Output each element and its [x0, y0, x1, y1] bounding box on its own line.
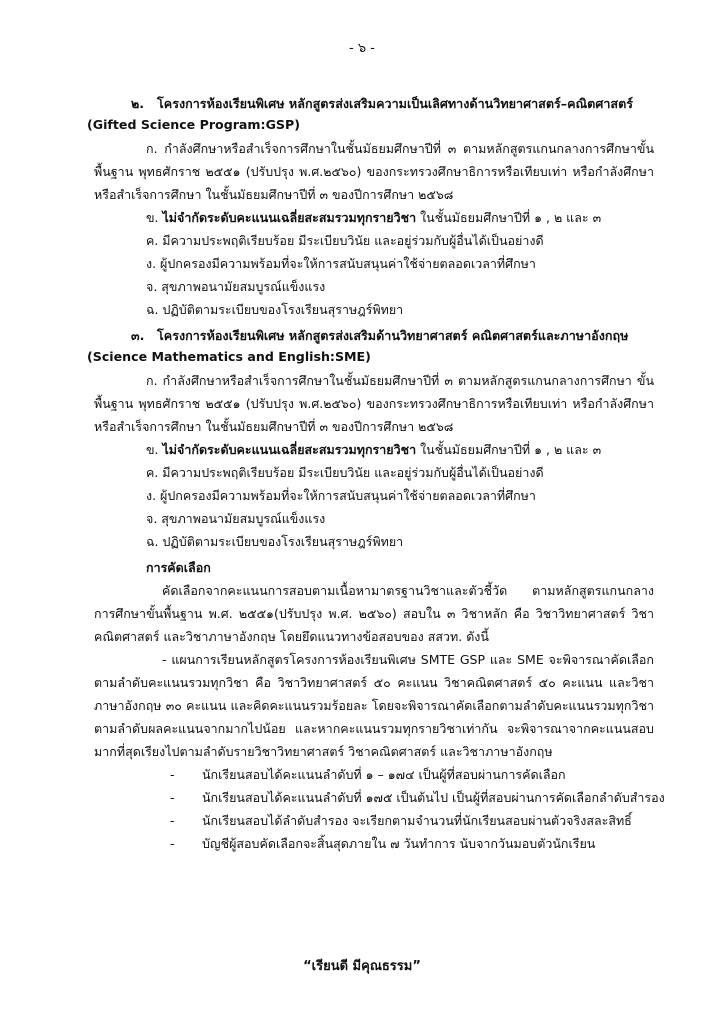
requirement-c: ค. มีความประพฤติเรียบร้อย มีระเบียบวินัย และอยู่ร่วมกับผู้อื่นได้เป็นอย่างดี	[146, 233, 544, 248]
section-number: ๓.	[131, 328, 145, 343]
requirement-a: ก. กำลังศึกษาหรือสำเร็จการศึกษาในชั้นมัธยมศึกษาปีที่ ๓ ตามหลักสูตรแกนกลางการศึกษาขั้นพื้นฐาน พุทธศักราช ๒๕๕๑ (ปรับปรุง พ.ศ.๒๕๖๐) ของกระทรวงศึกษาธิการหรือเทียบเท่า หรือกำลังศึกษาหรือสำเร็จการศึกษา ในชั้นมัธยมศึกษาปีที่ ๓ ของปีการศึกษา ๒๕๖๘	[94, 141, 654, 202]
requirement-c: ค. มีความประพฤติเรียบร้อย มีระเบียบวินัย และอยู่ร่วมกับผู้อื่นได้เป็นอย่างดี	[146, 465, 544, 480]
section-number: ๒.	[131, 96, 145, 111]
list-item: - นักเรียนสอบได้คะแนนลำดับที่ ๑๗๕ เป็นต้นไป เป็นผู้ที่สอบผ่านการคัดเลือกลำดับสำรอง	[170, 790, 665, 805]
requirement-b: ข. ไม่จำกัดระดับคะแนนเฉลี่ยสะสมรวมทุกรายวิชา ในชั้นมัธยมศึกษาปีที่ ๑ , ๒ และ ๓	[146, 210, 602, 225]
requirement-f: ฉ. ปฏิบัติตามระเบียบของโรงเรียนสุราษฎร์พิทยา	[146, 302, 404, 317]
selection-bullets	[94, 763, 665, 855]
selection-plan: - แผนการเรียนหลักสูตรโครงการห้องเรียนพิเศษ SMTE GSP และ SME จะพิจารณาคัดเลือกตามลำดับคะแนนรวมทุกวิชา คือ วิชาวิทยาศาสตร์ ๕๐ คะแนน วิชาคณิตศาสตร์ ๕๐ คะแนน และวิชาภาษาอังกฤษ ๓๐ คะแนน และคิดคะแนนรวมร้อยละ โดยจะพิจารณาคัดเลือกตามลำดับคะแนนรวมทุกวิชาตามลำดับผลคะแนนจากมากไปน้อย และหากคะแนนรวมทุกรายวิชาเท่ากัน จะพิจารณาจากคะแนนสอบมากที่สุดเรียงไปตามลำดับรายวิชาวิทยาศาสตร์ วิชาคณิตศาสตร์ และวิชาภาษาอังกฤษ	[94, 652, 654, 759]
section-english-title: (Gifted Science Program:GSP)	[87, 117, 300, 132]
list-item: - นักเรียนสอบได้คะแนนลำดับที่ ๑ – ๑๗๔ เป็นผู้ที่สอบผ่านการคัดเลือก	[170, 767, 566, 782]
page-number: - ๖ -	[349, 41, 375, 56]
section-sme-heading	[94, 327, 654, 346]
list-item: - นักเรียนสอบได้ลำดับสำรอง จะเรียกตามจำนวนที่นักเรียนสอบผ่านตัวจริงสละสิทธิ์	[170, 813, 632, 828]
section-english-title: (Science Mathematics and English:SME)	[87, 349, 371, 364]
footer-motto: “เรียนดี มีคุณธรรม”	[303, 959, 421, 974]
requirement-e: จ. สุขภาพอนามัยสมบูรณ์แข็งแรง	[146, 511, 326, 526]
requirement-b: ข. ไม่จำกัดระดับคะแนนเฉลี่ยสะสมรวมทุกรายวิชา ในชั้นมัธยมศึกษาปีที่ ๑ , ๒ และ ๓	[146, 442, 602, 457]
section-gsp	[87, 95, 654, 321]
requirement-a: ก. กำลังศึกษาหรือสำเร็จการศึกษาในชั้นมัธยมศึกษาปีที่ ๓ ตามหลักสูตรแกนกลางการศึกษา ขั้นพื้นฐาน พุทธศักราช ๒๕๕๑ (ปรับปรุง พ.ศ.๒๕๖๐) ของกระทรวงศึกษาธิการหรือเทียบเท่า หรือกำลังศึกษาหรือสำเร็จการศึกษา ในชั้นมัธยมศึกษาปีที่ ๓ ของปีการศึกษา ๒๕๖๘	[94, 373, 654, 434]
section-sme	[87, 327, 654, 553]
selection-section	[94, 557, 665, 855]
requirement-f: ฉ. ปฏิบัติตามระเบียบของโรงเรียนสุราษฎร์พิทยา	[146, 534, 404, 549]
selection-intro: คัดเลือกจากคะแนนการสอบตามเนื้อหามาตรฐานวิชาและตัวชี้วัด ตามหลักสูตรแกนกลางการศึกษาขั้นพื้นฐาน พ.ศ. ๒๕๕๑(ปรับปรุง พ.ศ. ๒๕๖๐) สอบใน ๓ วิชาหลัก คือ วิชาวิทยาศาสตร์ วิชาคณิตศาสตร์ และวิชาภาษาอังกฤษ โดยยึดแนวทางข้อสอบของ สสวท. ดังนี้	[94, 583, 654, 644]
requirement-d: ง. ผู้ปกครองมีความพร้อมที่จะให้การสนับสนุนค่าใช้จ่ายตลอดเวลาที่ศึกษา	[146, 488, 536, 503]
requirement-b-emphasis: ไม่จำกัดระดับคะแนนเฉลี่ยสะสมรวมทุกรายวิชา	[162, 442, 417, 457]
requirement-b-emphasis: ไม่จำกัดระดับคะแนนเฉลี่ยสะสมรวมทุกรายวิชา	[162, 210, 417, 225]
requirement-d: ง. ผู้ปกครองมีความพร้อมที่จะให้การสนับสนุนค่าใช้จ่ายตลอดเวลาที่ศึกษา	[146, 256, 536, 271]
section-gsp-heading	[94, 95, 654, 114]
section-title: โครงการห้องเรียนพิเศษ หลักสูตรส่งเสริมด้านวิทยาศาสตร์ คณิตศาสตร์และภาษาอังกฤษ	[157, 328, 629, 343]
selection-heading: การคัดเลือก	[146, 560, 211, 575]
list-item: - บัญชีผู้สอบคัดเลือกจะสิ้นสุดภายใน ๗ วันทำการ นับจากวันมอบตัวนักเรียน	[170, 836, 596, 851]
requirement-e: จ. สุขภาพอนามัยสมบูรณ์แข็งแรง	[146, 279, 326, 294]
section-title: โครงการห้องเรียนพิเศษ หลักสูตรส่งเสริมความเป็นเลิศทางด้านวิทยาศาสตร์–คณิตศาสตร์	[157, 96, 634, 111]
